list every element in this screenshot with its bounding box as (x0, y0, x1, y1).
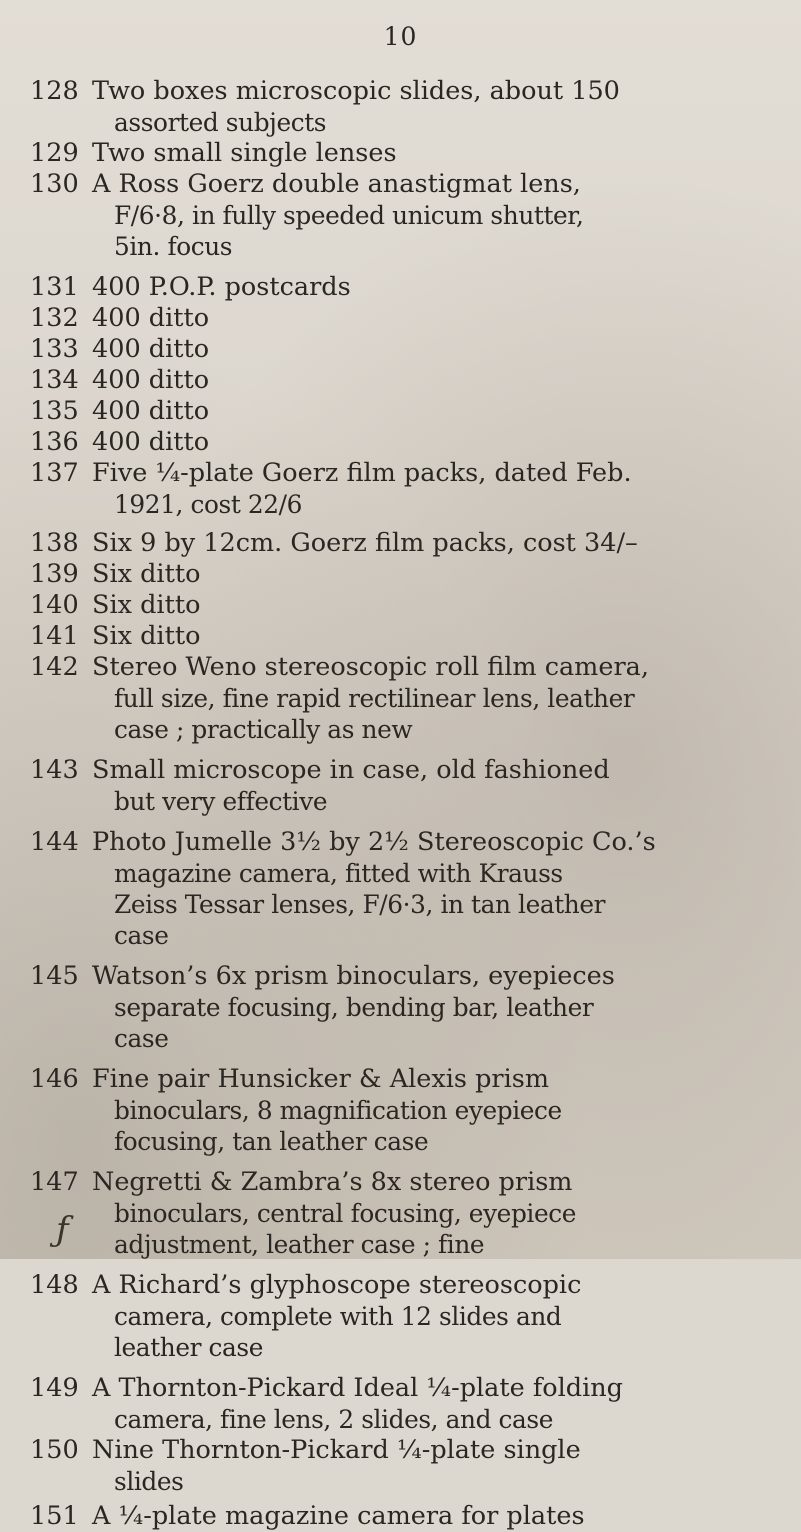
lot-item (30, 138, 780, 169)
lot-description-line: Small microscope in case, old fashioned (92, 755, 610, 785)
lot-item (30, 427, 780, 458)
lot-item (30, 169, 780, 262)
lot-number: 151 (30, 1501, 79, 1531)
lot-description-line: Nine Thornton-Pickard ¼-plate single (92, 1435, 581, 1465)
lot-description (92, 272, 780, 303)
lot-description-line: but very effective (114, 787, 328, 816)
lot-item (30, 621, 780, 652)
lot-item (30, 365, 780, 396)
lot-item (30, 1501, 780, 1532)
lot-item (30, 590, 780, 621)
lot-description (92, 1373, 780, 1435)
lot-description-line: binoculars, 8 magnification eyepiece (114, 1096, 562, 1125)
lot-description-line: Six ditto (92, 621, 201, 651)
lot-number: 137 (30, 458, 79, 488)
lot-description-line: separate focusing, bending bar, leather (114, 993, 594, 1022)
lot-description-line: Zeiss Tessar lenses, F/6·3, in tan leather (114, 890, 606, 919)
lot-number: 142 (30, 652, 79, 682)
lot-description (92, 334, 780, 365)
lot-number: 138 (30, 528, 79, 558)
lot-description (92, 590, 780, 621)
lot-number: 131 (30, 272, 79, 302)
lot-description-line: Watson’s 6x prism binoculars, eyepieces (92, 961, 615, 991)
lot-number: 143 (30, 755, 79, 785)
lot-list (30, 76, 780, 1532)
lot-description-line: focusing, tan leather case (114, 1127, 429, 1156)
lot-description (92, 827, 780, 951)
lot-number: 136 (30, 427, 79, 457)
lot-number: 149 (30, 1373, 79, 1403)
lot-description-line: adjustment, leather case ; fine (114, 1230, 485, 1259)
lot-description (92, 76, 780, 138)
lot-description-line: A Ross Goerz double anastigmat lens, (92, 169, 581, 199)
lot-item (30, 1435, 780, 1497)
lot-number: 133 (30, 334, 79, 364)
lot-description-line: Photo Jumelle 3½ by 2½ Stereoscopic Co.’s (92, 827, 656, 857)
lot-description (92, 1167, 780, 1260)
lot-number: 132 (30, 303, 79, 333)
lot-description-line: binoculars, central focusing, eyepiece (114, 1199, 576, 1228)
lot-description (92, 961, 780, 1054)
lot-description-line: 1921, cost 22/6 (114, 490, 302, 519)
lot-description (92, 559, 780, 590)
lot-description-line: Five ¼-plate Goerz film packs, dated Feb. (92, 458, 632, 488)
lot-description-line: Six 9 by 12cm. Goerz film packs, cost 34/– (92, 528, 638, 558)
lot-description-line: Six ditto (92, 559, 201, 589)
lot-description-line: full size, fine rapid rectilinear lens, leather (114, 684, 635, 713)
lot-number: 130 (30, 169, 79, 199)
lot-description-line: Six ditto (92, 590, 201, 620)
lot-description-line: 400 ditto (92, 427, 210, 457)
lot-description (92, 427, 780, 458)
lot-item (30, 528, 780, 559)
lot-number: 129 (30, 138, 79, 168)
lot-description (92, 365, 780, 396)
lot-description-line: magazine camera, fitted with Krauss (114, 859, 563, 888)
lot-description (92, 652, 780, 745)
lot-description-line: case (114, 921, 169, 950)
lot-number: 140 (30, 590, 79, 620)
lot-description (92, 1435, 780, 1497)
lot-description (92, 1501, 780, 1532)
lot-description-line: slides (114, 1467, 184, 1496)
lot-description-line: 400 P.O.P. postcards (92, 272, 351, 302)
lot-description (92, 621, 780, 652)
lot-number: 135 (30, 396, 79, 426)
lot-description-line: camera, complete with 12 slides and (114, 1302, 562, 1331)
lot-description-line: case (114, 1024, 169, 1053)
lot-description-line: Two small single lenses (92, 138, 397, 168)
lot-number: 134 (30, 365, 79, 395)
lot-number: 139 (30, 559, 79, 589)
lot-item (30, 1064, 780, 1157)
lot-description (92, 755, 780, 817)
lot-description-line: 400 ditto (92, 365, 210, 395)
lot-description-line: 400 ditto (92, 396, 210, 426)
lot-item (30, 559, 780, 590)
lot-item (30, 76, 780, 138)
lot-item (30, 652, 780, 745)
lot-description-line: 5in. focus (114, 232, 233, 261)
pencil-mark-icon: ƒ (56, 1210, 69, 1250)
lot-description-line: A Thornton-Pickard Ideal ¼-plate folding (92, 1373, 624, 1403)
lot-item (30, 1270, 780, 1363)
lot-number: 145 (30, 961, 79, 991)
lot-number: 150 (30, 1435, 79, 1465)
lot-description-line: camera, fine lens, 2 slides, and case (114, 1405, 554, 1434)
lot-description (92, 458, 780, 520)
lot-description-line: case ; practically as new (114, 715, 413, 744)
lot-number: 141 (30, 621, 79, 651)
lot-description-line: A ¼-plate magazine camera for plates (92, 1501, 585, 1531)
lot-description (92, 138, 780, 169)
lot-item (30, 396, 780, 427)
lot-item (30, 272, 780, 303)
lot-description (92, 169, 780, 262)
lot-description-line: F/6·8, in fully speeded unicum shutter, (114, 201, 584, 230)
lot-description (92, 1064, 780, 1157)
lot-number: 148 (30, 1270, 79, 1300)
lot-description-line: assorted subjects (114, 108, 327, 137)
lot-item (30, 458, 780, 520)
lot-item (30, 755, 780, 817)
lot-number: 128 (30, 76, 79, 106)
lot-item (30, 827, 780, 951)
lot-description-line: A Richard’s glyphoscope stereoscopic (92, 1270, 582, 1300)
lot-item (30, 334, 780, 365)
lot-item (30, 961, 780, 1054)
lot-description-line: Negretti & Zambra’s 8x stereo prism (92, 1167, 573, 1197)
lot-item (30, 1167, 780, 1260)
lot-item (30, 1373, 780, 1435)
lot-number: 147 (30, 1167, 79, 1197)
lot-item (30, 303, 780, 334)
lot-description-line: 400 ditto (92, 334, 210, 364)
lot-description (92, 1270, 780, 1363)
lot-number: 144 (30, 827, 79, 857)
lot-description (92, 303, 780, 334)
lot-description-line: 400 ditto (92, 303, 210, 333)
lot-description-line: Two boxes microscopic slides, about 150 (92, 76, 620, 106)
page-number: 10 (383, 22, 418, 51)
lot-description-line: Stereo Weno stereoscopic roll film camera, (92, 652, 649, 682)
lot-description (92, 528, 780, 559)
lot-description-line: Fine pair Hunsicker & Alexis prism (92, 1064, 550, 1094)
lot-description (92, 396, 780, 427)
lot-number: 146 (30, 1064, 79, 1094)
lot-description-line: leather case (114, 1333, 264, 1362)
